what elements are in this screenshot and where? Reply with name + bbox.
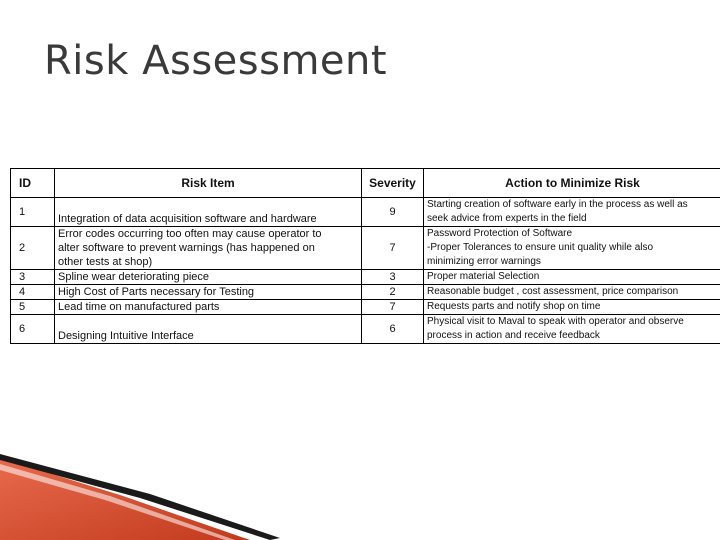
- cell-risk-item: [55, 315, 362, 344]
- risk-item-line: alter software to prevent warnings (has happened on: [58, 242, 315, 254]
- risk-item-line: other tests at shop): [58, 256, 153, 268]
- cell-risk-item: [55, 285, 362, 300]
- risk-table: [10, 168, 720, 344]
- table-body: [11, 198, 720, 344]
- action-line: Proper material Selection: [427, 271, 540, 282]
- risk-item-line: High Cost of Parts necessary for Testing: [58, 286, 255, 298]
- cell-action: [424, 285, 720, 300]
- risk-item-line: Integration of data acquisition software and hardware: [58, 213, 317, 225]
- table-header-row: [11, 169, 720, 198]
- table-row: [11, 227, 720, 270]
- header-risk-item: Risk Item: [55, 169, 362, 198]
- cell-id: 3: [11, 270, 55, 285]
- cell-severity: 3: [362, 270, 424, 285]
- table-row: [11, 198, 720, 227]
- slide-title: Risk Assessment: [44, 38, 388, 84]
- action-line: Physical visit to Maval to speak with operator and observe: [427, 316, 684, 327]
- cell-action: [424, 315, 720, 344]
- action-line: Password Protection of Software: [427, 228, 573, 239]
- table-row: [11, 270, 720, 285]
- decorative-swoosh: [0, 450, 720, 540]
- action-line: seek advice from experts in the field: [427, 213, 587, 224]
- header-action: Action to Minimize Risk: [424, 169, 720, 198]
- cell-action: [424, 198, 720, 227]
- action-line: process in action and receive feedback: [427, 330, 600, 341]
- cell-action: [424, 227, 720, 270]
- table-row: [11, 285, 720, 300]
- cell-risk-item: [55, 300, 362, 315]
- risk-item-line: Error codes occurring too often may cause operator to: [58, 228, 322, 240]
- cell-severity: 6: [362, 315, 424, 344]
- action-line: Requests parts and notify shop on time: [427, 301, 601, 312]
- action-line: Reasonable budget , cost assessment, price comparison: [427, 286, 679, 297]
- action-line: -Proper Tolerances to ensure unit quality while also: [427, 242, 654, 253]
- risk-item-line: Spline wear deteriorating piece: [58, 271, 210, 283]
- action-line: minimizing error warnings: [427, 256, 541, 267]
- cell-severity: 7: [362, 227, 424, 270]
- cell-risk-item: [55, 270, 362, 285]
- cell-action: [424, 300, 720, 315]
- cell-id: 6: [11, 315, 55, 344]
- risk-item-line: Lead time on manufactured parts: [58, 301, 220, 313]
- cell-severity: 7: [362, 300, 424, 315]
- cell-risk-item: [55, 227, 362, 270]
- cell-id: 4: [11, 285, 55, 300]
- cell-action: [424, 270, 720, 285]
- cell-severity: 2: [362, 285, 424, 300]
- cell-id: 2: [11, 227, 55, 270]
- table-row: [11, 315, 720, 344]
- cell-id: 1: [11, 198, 55, 227]
- table-row: [11, 300, 720, 315]
- action-line: Starting creation of software early in the process as well as: [427, 199, 688, 210]
- cell-severity: 9: [362, 198, 424, 227]
- cell-id: 5: [11, 300, 55, 315]
- header-id: ID: [11, 169, 55, 198]
- risk-item-line: Designing Intuitive Interface: [58, 330, 194, 342]
- header-severity: Severity: [362, 169, 424, 198]
- red-swoosh-shape: [0, 458, 250, 540]
- cell-risk-item: [55, 198, 362, 227]
